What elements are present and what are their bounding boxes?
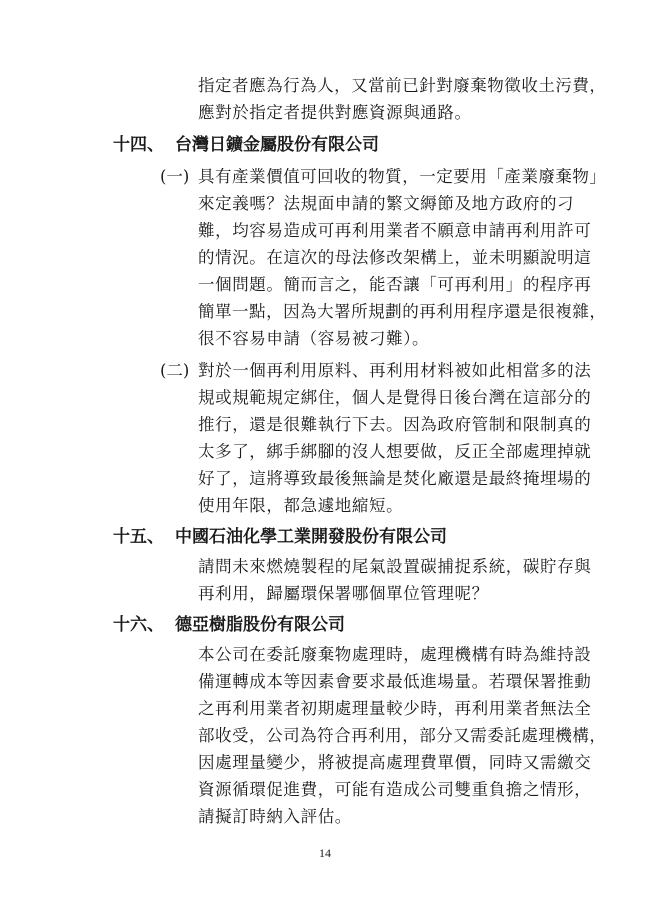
paragraph-line: 使用年限，都急遽地縮短。	[198, 496, 404, 515]
paragraph-line: 好了，這將導致最後無論是焚化廠還是最終掩埋場的	[198, 469, 592, 488]
paragraph-line: 規或規範規定綁住，個人是覺得日後台灣在這部分的	[198, 388, 592, 407]
intro-line: 應對於指定者提供對應資源與通路。	[198, 103, 472, 122]
company-name: 德亞樹脂股份有限公司	[175, 615, 345, 635]
paragraph-line: 之再利用業者初期處理量較少時，再利用業者無法全	[198, 699, 592, 718]
paragraph-line: 請擬訂時納入評估。	[198, 807, 352, 826]
paragraph-line: 推行，還是很難執行下去。因為政府管制和限制真的	[198, 415, 592, 434]
intro-line: 指定者應為行為人，又當前已針對廢棄物徵收土污費，	[198, 76, 607, 95]
section-number: 十四、	[113, 135, 164, 155]
section-number: 十六、	[113, 615, 164, 635]
paragraph-line: 簡單一點，因為大署所規劃的再利用程序還是很複雜，	[198, 302, 607, 321]
item-marker: (二)	[160, 361, 190, 380]
company-name: 中國石油化學工業開發股份有限公司	[175, 527, 447, 547]
paragraph-line: 對於一個再利用原料、再利用材料被如此相當多的法	[198, 361, 592, 380]
item-marker: (一)	[160, 167, 190, 186]
paragraph-line: 本公司在委託廢棄物處理時，處理機構有時為維持設	[198, 645, 592, 664]
paragraph-line: 一個問題。簡而言之，能否讓「可再利用」的程序再	[198, 275, 592, 294]
paragraph-line: 具有產業價值可回收的物質，一定要用「產業廢棄物」	[198, 167, 607, 186]
paragraph-line: 太多了，綁手綁腳的沒人想要做，反正全部處理掉就	[198, 442, 592, 461]
paragraph-line: 難，均容易造成可再利用業者不願意申請再利用許可	[198, 221, 592, 240]
paragraph-line: 來定義嗎？法規面申請的繁文縟節及地方政府的刁	[198, 194, 575, 213]
paragraph-line: 備運轉成本等因素會要求最低進場量。若環保署推動	[198, 672, 592, 691]
paragraph-line: 請問未來燃燒製程的尾氣設置碳捕捉系統，碳貯存與	[198, 557, 592, 576]
section-number: 十五、	[113, 527, 164, 547]
paragraph-line: 部收受，公司為符合再利用，部分又需委託處理機構，	[198, 726, 607, 745]
paragraph-line: 因處理量變少，將被提高處理費單價，同時又需繳交	[198, 753, 592, 772]
paragraph-line: 很不容易申請（容易被刁難）。	[198, 329, 430, 348]
paragraph-line: 資源循環促進費，可能有造成公司雙重負擔之情形，	[198, 780, 592, 799]
page-number: 14	[319, 846, 331, 860]
paragraph-line: 的情況。在這次的母法修改架構上，並未明顯說明這	[198, 248, 592, 267]
company-name: 台灣日鑛金屬股份有限公司	[175, 135, 379, 155]
paragraph-line: 再利用，歸屬環保署哪個單位管理呢？	[198, 584, 489, 603]
